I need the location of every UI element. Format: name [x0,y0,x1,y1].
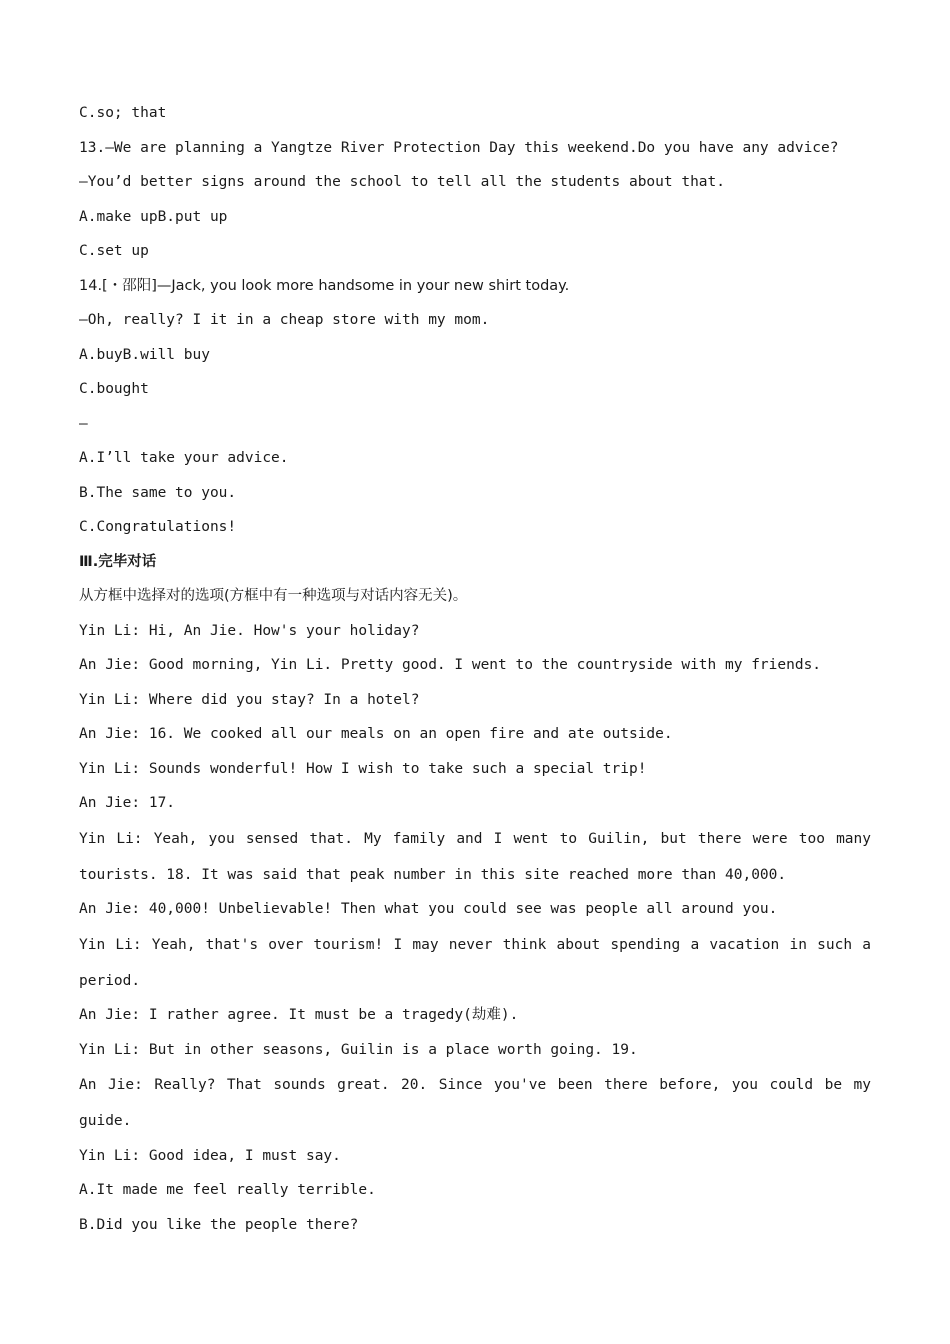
option-line: C.Congratulations! [79,519,237,535]
dialogue-line: Yin Li: Sounds wonderful! How I wish to take such a special trip! [79,760,647,777]
option-line: B.Did you like the people there? [79,1216,359,1233]
question-13: 13.—We are planning a Yangtze River Protection Day this weekend.Do you have any advice? [79,139,839,156]
dialogue-line: An Jie: 17. [79,795,176,811]
dialogue-line: An Jie: Really? That sounds great. 20. Since you've been there before, you could be my [79,1077,871,1093]
dialogue-line: Yin Li: But in other seasons, Guilin is a place worth going. 19. [79,1041,638,1058]
dialogue-line-continued: period. [79,972,141,989]
dialogue-line: An Jie: 40,000! Unbelievable! Then what you could see was people all around you. [79,901,778,917]
question-13-reply: —You’d better signs around the school to tell all the students about that. [79,174,726,190]
dialogue-line: Yin Li: Yeah, that's over tourism! I may never think about spending a vacation in such a [79,936,871,953]
option-line: A.It made me feel really terrible. [79,1182,376,1198]
dialogue-line: An Jie: I rather agree. It must be a tragedy(劫难). [79,1007,519,1023]
option-line: C.bought [79,381,149,397]
option-line: A.make upB.put up [79,208,228,225]
option-line: B.The same to you. [79,484,237,501]
dialogue-line: An Jie: Good morning, Yin Li. Pretty good. I went to the countryside with my friends. [79,657,822,673]
section-instruction: 从方框中选择对的选项(方框中有一种选项与对话内容无关)。 [79,588,468,604]
dialogue-line-continued: tourists. 18. It was said that peak number in this site reached more than 40,000. [79,866,787,883]
option-line: C.set up [79,243,149,259]
dialogue-line: An Jie: 16. We cooked all our meals on an open fire and ate outside. [79,726,673,742]
dialogue-line: Yin Li: Where did you stay? In a hotel? [79,691,420,708]
option-line: A.I’ll take your advice. [79,450,289,466]
question-14: 14.[・邵阳]—Jack, you look more handsome in your new shirt today. [79,277,570,294]
document-page [79,96,871,1242]
section-heading: Ⅲ.完毕对话 [79,553,157,570]
option-line: C.so; that [79,105,167,121]
dialogue-line: Yin Li: Yeah, you sensed that. My family and I went to Guilin, but there were too many [79,830,871,847]
question-15-dash: — [79,415,88,432]
dialogue-line: Yin Li: Hi, An Jie. How's your holiday? [79,622,420,639]
option-line: A.buyB.will buy [79,346,210,363]
question-14-reply: —Oh, really? I it in a cheap store with my mom. [79,312,490,328]
dialogue-line-continued: guide. [79,1113,132,1129]
dialogue-line: Yin Li: Good idea, I must say. [79,1147,341,1164]
